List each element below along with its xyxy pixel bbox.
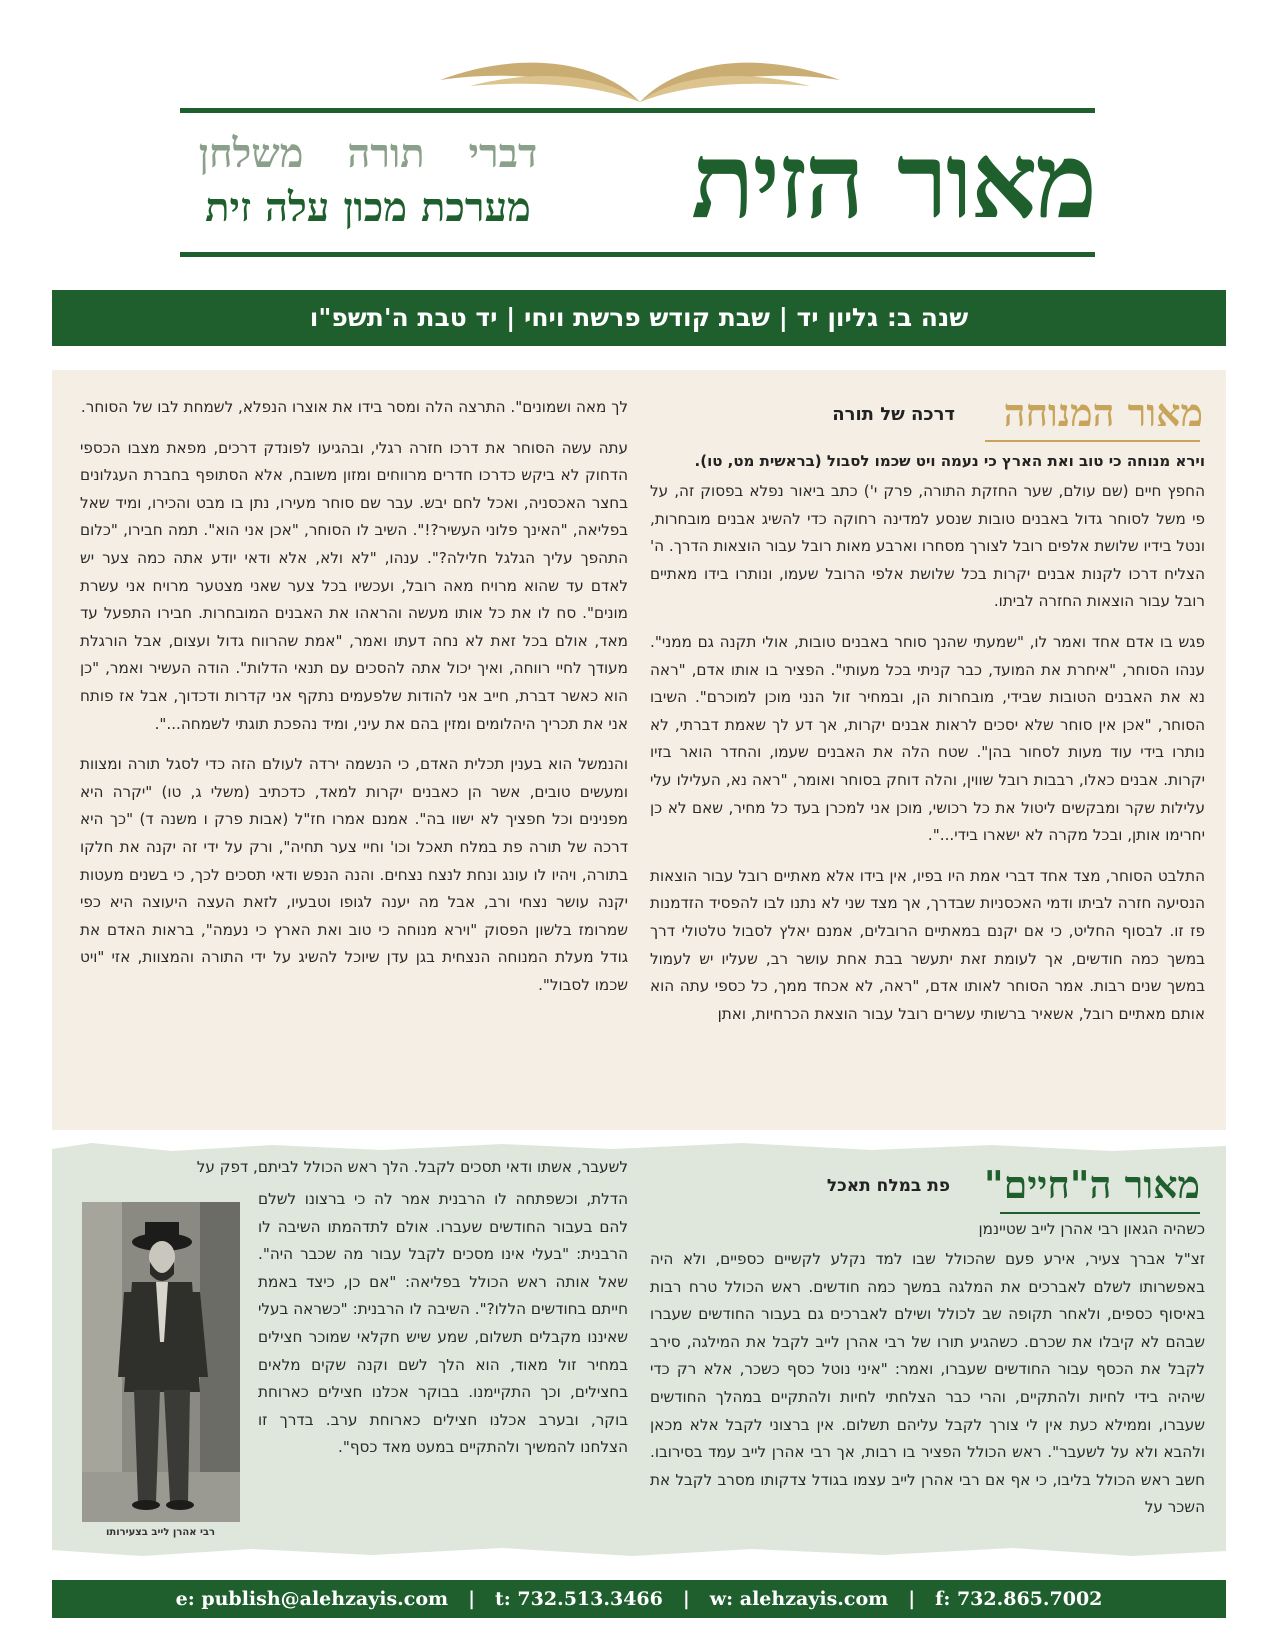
section-chaim-title: מאור ה"חיים" [983, 1162, 1200, 1207]
section-chaim-left-column: הדלת, וכשפתחה לו הרבנית אמר לה כי ברצונו לשלם להם בעבור החודשים שעברו. אולם לתדהמתו השיבה לו הרבנית: "בעלי אינו מסכים לקבל עבור מה שכבר היה". שאל אותה ראש הכולל בפליאה: "אם כן, כיצד באמת חייתם בחודשים הללו?". השיבה לו הרבנית: "כשראה בעלי שאיננו מקבלים תשלום, שמע שיש חקלאי שמוכר חצילים במחיר זול מאוד, הוא הלך לשם וקנה שקים מלאים בחצילים, וכך התקיימנו. בבוקר אכלנו חצילים כארוחת בוקר, ובערב אכלנו חצילים כארוחת ערב. בדרך זו הצלחנו להמשיך ולהתקיים במעט מאד כסף". [258, 1190, 628, 1457]
section-menucha-verse: וירא מנוחה כי טוב ואת הארץ כי נעמה ויט שכמו לסבול (בראשית מט, טו). [694, 452, 1205, 470]
masthead-subtitle-line1: דברי תורה משלחן [198, 130, 538, 177]
paragraph: לך מאה ושמונים". התרצה הלה ומסר בידו את אוצרו הנפלא, לשמחת לבו של הסוחר. [80, 398, 628, 416]
section-chaim-subtitle: פת במלח תאכל [826, 1176, 950, 1196]
paragraph: החפץ חיים (שם עולם, שער החזקת התורה, פרק י') כתב ביאור נפלא בפסוק זה, על פי משל לסוחר גדול באבנים טובות שנסע למדינה רחוקה כדי להשיג אבנים מובחרות, ונטל בידיו שלושת אלפים רובל לצורך מסחרו וארבע מאות רובל עבור הוצאות הדרך. ה' הצליח דרכו לקנות אבנים יקרות בכל שלושת אלפי הרובל שעמו, ונותרו בידו מאתיים רובל עבור הוצאות החזרה לביתו. [650, 482, 1205, 611]
section-chaim-left-first-line: לשעבר, אשתו ודאי תסכים לקבל. הלך ראש הכולל לביתם, דפק על [196, 1158, 628, 1176]
footer-separator: | [682, 1588, 690, 1610]
section-menucha-subtitle: דרכה של תורה [832, 404, 955, 425]
section-menucha-title-rule [985, 440, 1200, 442]
paragraph: והנמשל הוא בענין תכלית האדם, כי הנשמה ירדה לעולם הזה כדי לסגל תורה ומצוות ומעשים טובים, אשר הן כאבנים יקרות למאד, כדכתיב (משלי ג, טו) "יקרה היא מפנינים וכל חפציך לא ישוו בה". אמנם אמרו חז"ל (אבות פרק ו משנה ד) "כך היא דרכה של תורה פת במלח תאכל וכו' וחיי צער תחיה", ורק על ידי זה יקנה את חלקו בתורה, ויהיו לו עונג ונחת לנצח נצחים. והנה הנפש ודאי תסכים לכך, כי בשנים מעטות יקנה עושר נצחי ורב, אבל מה יענה לגופו וטבעיו, לזאת העצה היעוצה היא כפי שמרומז בלשון הפסוק "וירא מנוחה כי טוב ואת הארץ כי נעמה", בראות האדם את גודל מעלת המנוחה הנצחית בגן עדן שיוכל להשיג על ידי התורה והמצוות, אזי "ויט שכמו לסבול". [80, 755, 628, 994]
footer-email[interactable]: e: publish@alehzayis.com [175, 1588, 449, 1610]
section-chaim-right-column: זצ"ל אברך צעיר, אירע פעם שהכולל שבו למד נקלע לקשיים כספיים, ולא היה באפשרותו לשלם לאברכים את המלגה במשך כמה חודשים. ראש הכולל טרח רבות באיסוף כספים, ולאחר תקופה שב לכולל ושילם לאברכים גם בעבור החודשים שעברו שבהם לא קיבלו את שכרם. כשהגיע תורו של רבי אהרן לייב לקבל את המילגה, סירב לקבל את הכסף עבור החודשים שעברו, ואמר: "איני נוטל כסף כשכר, אלא רק כדי שיהיה בידי לחיות ולהתקיים, והרי כבר הצלחתי לחיות ולהתקיים במהלך החודשים שעברו, וממילא כעת אין לי צורך לקבל עליהם תשלום. אין ברצוני לקבל אלא מכאן ולהבא ולא על לשעבר". ראש הכולל הפציר בו רבות, אך רבי אהרן לייב עמד בסירובו. חשב ראש הכולל בליבו, כי אף אם רבי אהרן לייב עצמו בגודל צדקותו מסרב לקבל את השכר על [650, 1250, 1205, 1517]
section-chaim-title-rule [1000, 1212, 1200, 1214]
paragraph: פגש בו אדם אחד ואמר לו, "שמעתי שהנך סוחר באבנים טובות, אולי תקנה גם ממני". ענהו הסוחר, "איחרת את המועד, כבר קניתי בכל מעותי". הפציר בו אותו אדם, "ראה נא את האבנים הטובות שבידי, מובחרות הן, ובמחיר זול הנני מוכן למוכרם". השיבו הסוחר, "אכן אין סוחר שלא יסכים לראות אבנים יקרות, אך דע לך שאמת דברתי, לא נותרו בידי עוד מעות לסחור בהן". שטח הלה את האבנים שעמו, והחדר הואר בזיו יקרות. אבנים כאלו, רבבות רובל שווין, והלה דוחק בסוחר ואומר, "ראה נא, העלילו עלי עלילות שקר ומבקשים ליטול את כל רכושי, מוכן אני למכרן בעד כל מחיר, שאם לא כן יחרימו אותן, ובכל מקרה לא ישארו בידי...". [650, 632, 1205, 845]
paragraph: עתה עשה הסוחר את דרכו חזרה רגלי, ובהגיעו לפונדק דרכים, מפאת מצבו הכספי הדחוק לא ביקש כדרכו חדרים מרווחים ומזון משובח, אלא הסתופף בחברת העגלונים בחצר האכסניה, ואכל לחם יבש. עבר שם סוחר מעירו, נתן בו מבט והכירו, ומיד שאל בפליאה, "האינך פלוני העשיר?!". השיב לו הסוחר, "אכן אני הוא". תמה חבירו, "כלום התהפך עליך הגלגל חלילה?". ענהו, "לא ולא, אלא ודאי יודע אתה כמה צער יש לאדם עד שהוא מרויח מאה רובל, ועכשיו בכל צער שאני מצטער מרויח אני עשרת מונים". סח לו את כל אותו מעשה והראהו את האבנים המובחרות. חבירו התפעל עד מאד, אולם בכל זאת לא נחה דעתו ואמר, "אמת שהרווח גדול ועצום, אבל הורגלת מעודך לחיי רווחה, ואיך יכול אתה להסכים עם תנאי הדלות". הודה העשיר ואמר, "כן הוא כאשר דברת, חייב אני להודות שלפעמים נתקף אני קדרות ודכדוך, אבל אז פותח אני את תכריך היהלומים ומזין בהם את עיני, ומיד נהפכת תוגתי לשמחה...". [80, 438, 628, 733]
section-chaim-right-first-line: כשהיה הגאון רבי אהרן לייב שטיינמן [978, 1220, 1205, 1238]
footer-phone[interactable]: t: 732.513.3466 [495, 1588, 663, 1610]
footer-fax: f: 732.865.7002 [935, 1588, 1103, 1610]
paragraph: התלבט הסוחר, מצד אחד דברי אמת היו בפיו, אין בידו אלא מאתיים רובל עבור הוצאות הנסיעה חזרה לביתו ודמי האכסניות שבדרך, אך מצד שני לא נתנו לבו להפסיד הזדמנות פז זו. לבסוף החליט, כי אם יקנם במאתיים הרובלים, אמנם יאלץ לסבול טלטולי דרך במשך כמה חודשים, אך לעומת זאת יתעשר בבת אחת עושר רב, שעליו יש לעמול במשך שנים רבות. אמר הסוחר לאותו אדם, "ראה, לא אכחד ממך, כל כספי עתה הוא אותם מאתיים רובל, אשאיר ברשותי עשרים רובל עבור הוצאת הכרחיות, ואתן [650, 866, 1205, 1023]
contact-footer [52, 1580, 1226, 1618]
section-menucha-left-column [80, 394, 628, 1118]
photo-caption: רבי אהרן לייב בצעירותו [105, 1527, 216, 1538]
section-menucha-right-column [650, 478, 1205, 1118]
footer-separator: | [468, 1588, 476, 1610]
issue-banner: שנה ב: גליון יד | שבת קודש פרשת ויחי | יד טבת ה'תשפ"ו [52, 290, 1226, 346]
footer-separator: | [908, 1588, 916, 1610]
section-menucha-title: מאור המנוחה [1003, 390, 1203, 435]
footer-website[interactable]: w: alehzayis.com [709, 1588, 889, 1610]
portrait-photo [82, 1202, 240, 1522]
open-book-leaf-icon [430, 40, 850, 110]
masthead-bottom-rule [180, 252, 1095, 257]
masthead-title: מאור הזית [691, 119, 1095, 242]
masthead-subtitle-line2: מערכת מכון עלה זית [205, 184, 531, 231]
